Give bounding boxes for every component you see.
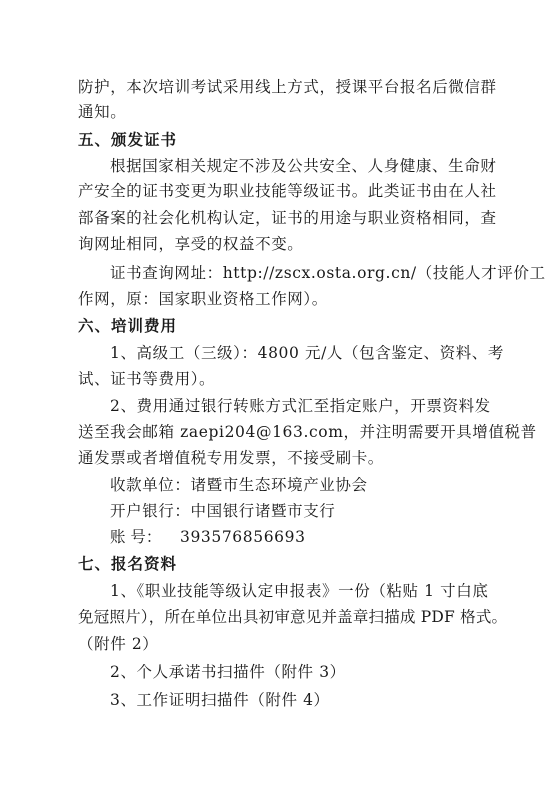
materials-line-2: 2、个人承诺书扫描件（附件 3） [110, 663, 346, 681]
body-line-2: 通知。 [78, 103, 127, 121]
payee-line: 收款单位：诸暨市生态环境产业协会 [110, 476, 368, 494]
section-heading-5: 五、颁发证书 [78, 130, 178, 149]
body-line-7: 询网址相同，享受的权益不变。 [78, 235, 304, 253]
attachment-2-line: （附件 2） [78, 635, 159, 653]
materials-line-1: 1、《职业技能等级认定申报表》一份（粘贴 1 寸白底 [110, 582, 489, 600]
section-heading-7: 七、报名资料 [78, 554, 178, 573]
bank-line: 开户银行：中国银行诸暨市支行 [110, 502, 336, 520]
body-line-9: 作网，原：国家职业资格工作网）。 [78, 290, 328, 308]
cert-query-line: 证书查询网址：http://zscx.osta.org.cn/（技能人才评价工 [110, 264, 546, 282]
body-line-1: 防护，本次培训考试采用线上方式，授课平台报名后微信群 [78, 78, 497, 96]
materials-line-3: 3、工作证明扫描件（附件 4） [110, 691, 330, 709]
fee-line-1: 1、高级工（三级）：4800 元/人（包含鉴定、资料、考 [110, 344, 505, 362]
account-label: 账 号： [110, 528, 162, 546]
body-line-15: 通发票或者增值税专用发票，不接受刷卡。 [78, 449, 384, 467]
body-line-6: 部备案的社会化机构认定，证书的用途与职业资格相同，查 [78, 209, 497, 227]
fee-line-2: 2、费用通过银行转账方式汇至指定账户，开票资料发 [110, 397, 491, 415]
body-line-21: 免冠照片），所在单位出具初审意见并盖章扫描成 PDF 格式。 [78, 608, 508, 626]
body-line-5: 产安全的证书变更为职业技能等级证书。此类证书由在人社 [78, 182, 497, 200]
email-line: 送至我会邮箱 zaepi204@163.com，并注明需要开具增值税普 [78, 423, 537, 441]
section-heading-6: 六、培训费用 [78, 316, 178, 335]
body-line-12: 试、证书等费用）。 [78, 370, 216, 388]
account-number: 393576856693 [180, 528, 306, 546]
body-line-4: 根据国家相关规定不涉及公共安全、人身健康、生命财 [110, 157, 497, 175]
account-line [110, 526, 490, 548]
